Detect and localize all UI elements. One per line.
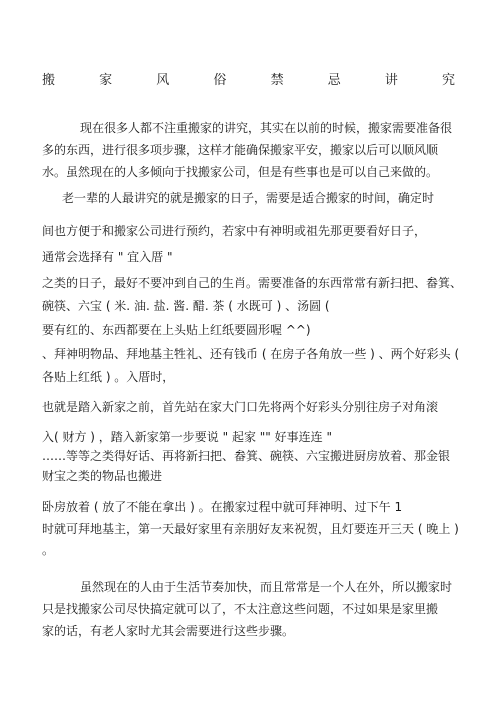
body-line: 通常会选择有 " 宜入厝 " [42,250,173,264]
title-char: 家 [99,73,113,88]
body-line: 之类的日子，最好不要冲到自己的生肖。需要准备的东西常常有新扫把、畚箕、 [42,276,463,290]
body-line: 各贴上红纸 ) 。入厝时， [42,370,175,384]
body-line: 虽然现在的人由于生活节奏加快，而且常常是一个人在外，所以搬家时 [80,580,453,594]
body-line: 时就可拜地基主，第一天最好家里有亲朋好友来祝贺，且灯要连开三天 ( 晚上 ) [42,522,459,536]
body-line: 老一辈的人最讲究的就是搬家的日子，需要是适合搬家的时间，确定时 [62,191,435,205]
body-line: 。 [42,543,55,557]
body-line: 只是找搬家公司尽快搞定就可以了，不太注意这些问题，不过如果是家里搬 [42,602,439,616]
body-line: 卧房放着 ( 放了不能在拿出 ) 。在搬家过程中就可拜神明、过下午 1 [42,500,403,514]
document-title [42,71,455,91]
body-line: 也就是踏入新家之前，首先站在家大门口先将两个好彩头分别往房子对角滚 [42,400,439,414]
title-char: 搬 [42,73,56,88]
title-char: 俗 [213,73,227,88]
body-line: 多的东西，进行很多项步骤，这样才能确保搬家平安，搬家以后可以顺风顺 [42,143,439,157]
body-line: 财宝之类的物品也搬进 [42,469,163,483]
body-line: 现在很多人都不注重搬家的讲究，其实在以前的时候，搬家需要准备很 [80,121,453,135]
body-line: 碗筷、六宝 ( 米. 油. 盐. 酱. 醋. 茶 ( 水既可 ) 、汤圆 ( [42,299,330,313]
title-char: 忌 [327,73,341,88]
body-line: 、拜神明物品、拜地基主牲礼、还有钱币 ( 在房子各角放一些 ) 、两个好彩头 ( [42,347,460,361]
body-line: 水。虽然现在的人多倾向于找搬家公司，但是有些事也是可以自己来做的。 [42,165,439,179]
title-char: 讲 [384,73,398,88]
title-char: 禁 [270,73,284,88]
body-line: 间也方便于和搬家公司进行预约，若家中有神明或祖先那更要看好日子， [42,224,427,238]
body-line: 要有红的、东西都要在上头贴上红纸要圆形喔 ^^) [42,323,311,337]
body-line: 家的话，有老人家时尤其会需要进行这些步骤。 [42,624,295,638]
title-char: 风 [156,73,170,88]
title-char: 究 [441,73,455,88]
body-line: 入( 财方 ) ，踏入新家第一步要说 " 起家 "" 好事连连 " [42,430,332,444]
body-line: ……等等之类得好话、再将新扫把、畚箕、碗筷、六宝搬进厨房放着、那金银 [42,449,451,463]
